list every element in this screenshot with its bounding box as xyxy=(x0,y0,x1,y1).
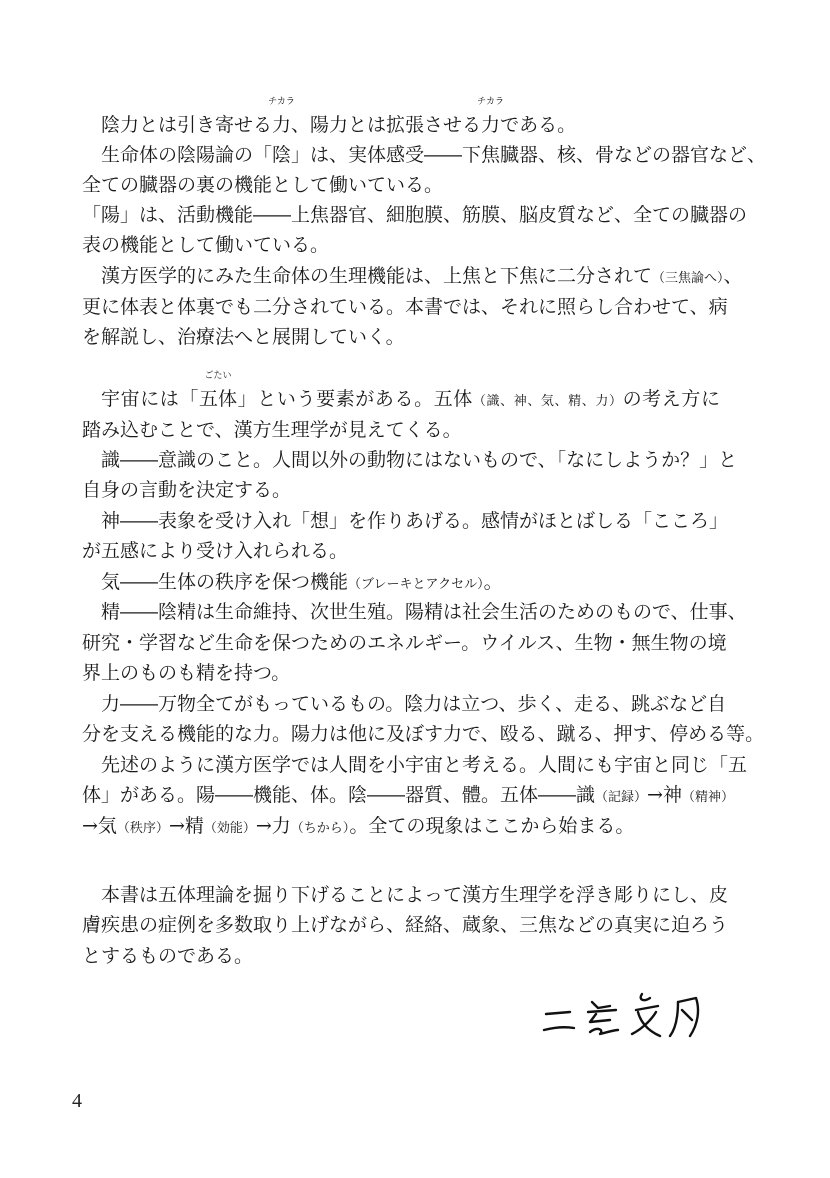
text-line xyxy=(82,750,748,780)
text-line xyxy=(82,475,720,505)
annotation-text: （精神） xyxy=(681,790,734,805)
text-segment: 、陽力とは拡張させる xyxy=(291,114,482,136)
text-line xyxy=(82,506,729,536)
text-line xyxy=(82,371,720,414)
text-segment: 陰力とは引き寄せる xyxy=(101,114,273,136)
text-segment: →気 xyxy=(82,815,117,837)
text-line xyxy=(82,910,729,940)
annotation-text: （効能） xyxy=(203,821,256,836)
text-line xyxy=(82,719,765,749)
text-segment: 。 xyxy=(483,571,503,593)
text-segment: →力 xyxy=(255,815,291,837)
text-line xyxy=(82,880,729,910)
text-line xyxy=(82,140,767,170)
annotation-text: （秩序） xyxy=(116,821,169,836)
text-segment: 識――意識のこと。人間以外の動物にはないもので、「なにしようか？」と xyxy=(101,449,738,471)
text-segment: の考え方に xyxy=(622,388,720,410)
text-line xyxy=(82,689,727,719)
furigana: ごたい xyxy=(204,371,232,381)
text-segment: 体」がある。陽――機能、体。陰――器質、體。五体――識 xyxy=(82,784,596,806)
annotation-text: （ちから） xyxy=(290,821,350,836)
text-line xyxy=(82,230,720,260)
text-segment: 漢方医学的にみた生命体の生理機能は、上焦と下焦に二分されて xyxy=(101,265,653,287)
text-segment: である。 xyxy=(500,114,577,136)
text-segment: →精 xyxy=(168,815,204,837)
text-segment: が五感により受け入れられる。 xyxy=(82,540,349,562)
text-segment: 本書は五体理論を掘り下げることによって漢方生理学を浮き彫りにし、皮 xyxy=(101,884,729,906)
text-line xyxy=(82,567,720,597)
text-line xyxy=(82,170,720,200)
ruby-word: 力 チカラ xyxy=(477,97,504,136)
text-line xyxy=(82,97,720,140)
text-segment: 神――表象を受け入れ「想」を作りあげる。感情がほとばしる「こころ」 xyxy=(101,510,729,532)
text-segment: 自身の言動を決定する。 xyxy=(82,479,292,501)
text-segment: →神 xyxy=(647,784,682,806)
ruby-word: 五体 ごたい xyxy=(199,371,238,410)
text-line xyxy=(82,536,720,566)
text-segment: 研究・学習など生命を保つためのエネルギー。ウイルス、生物・無生物の境 xyxy=(82,632,727,654)
text-segment: 生命体の陰陽論の「陰」は、実体感受――下焦臓器、核、骨などの器官など、 xyxy=(101,144,767,166)
text-segment: 気――生体の秩序を保つ機能 xyxy=(101,571,349,593)
text-segment: 。全ての現象はここから始まる。 xyxy=(349,815,635,837)
text-segment: 更に体表と体裏でも二分されている。本書では、それに照らし合わせて、病 xyxy=(82,296,728,318)
furigana: チカラ xyxy=(268,97,295,107)
text-segment: 、 xyxy=(723,265,743,287)
text-segment: 分を支える機能的な力。陽力は他に及ぼす力で、殴る、蹴る、押す、停める等。 xyxy=(82,723,765,745)
text-segment: 」という要素がある。五体 xyxy=(237,388,473,410)
text-segment: 先述のように漢方医学では人間を小宇宙と考える。人間にも宇宙と同じ「五 xyxy=(101,754,748,776)
text-segment: を解説し、治療法へと展開していく。 xyxy=(82,326,405,348)
annotation-text: （記録） xyxy=(595,790,648,805)
text-segment: 界上のものも精を持つ。 xyxy=(82,662,291,684)
text-segment: 全ての臓器の裏の機能として働いている。 xyxy=(82,174,444,196)
text-segment: 膚疾患の症例を多数取り上げながら、経絡、蔵象、三焦などの真実に迫ろう xyxy=(82,914,729,936)
text-line xyxy=(82,445,738,475)
annotation-text: （ブレーキとアクセル） xyxy=(348,577,484,592)
text-line xyxy=(82,415,720,445)
text-line xyxy=(82,780,734,810)
text-line xyxy=(82,811,720,841)
ruby-word: 力 チカラ xyxy=(268,97,295,136)
annotation-text: （三焦論へ） xyxy=(652,271,724,286)
text-segment: 宇宙には「 xyxy=(101,388,200,410)
furigana: チカラ xyxy=(477,97,504,107)
text-line xyxy=(82,292,728,322)
author-signature xyxy=(540,988,710,1048)
text-line xyxy=(82,597,747,627)
text-segment: 精――陰精は生命維持、次世生殖。陽精は社会生活のためのもので、仕事、 xyxy=(101,601,747,623)
text-line xyxy=(82,322,720,352)
text-segment: 力――万物全てがもっているもの。陰力は立つ、歩く、走る、跳ぶなど自 xyxy=(101,693,727,715)
text-line xyxy=(82,200,748,230)
text-segment: 表の機能として働いている。 xyxy=(82,234,330,256)
text-line xyxy=(82,628,727,658)
text-segment: とするものである。 xyxy=(82,945,254,967)
page-number: 4 xyxy=(72,1090,82,1112)
text-line xyxy=(82,658,720,688)
text-segment: 踏み込むことで、漢方生理学が見えてくる。 xyxy=(82,419,462,441)
text-segment: 「陽」は、活動機能――上焦器官、細胞膜、筋膜、脳皮質など、全ての臓器の xyxy=(82,204,748,226)
text-line xyxy=(82,941,720,971)
annotation-text: （識、神、気、精、力） xyxy=(472,394,623,409)
text-line xyxy=(82,261,743,291)
